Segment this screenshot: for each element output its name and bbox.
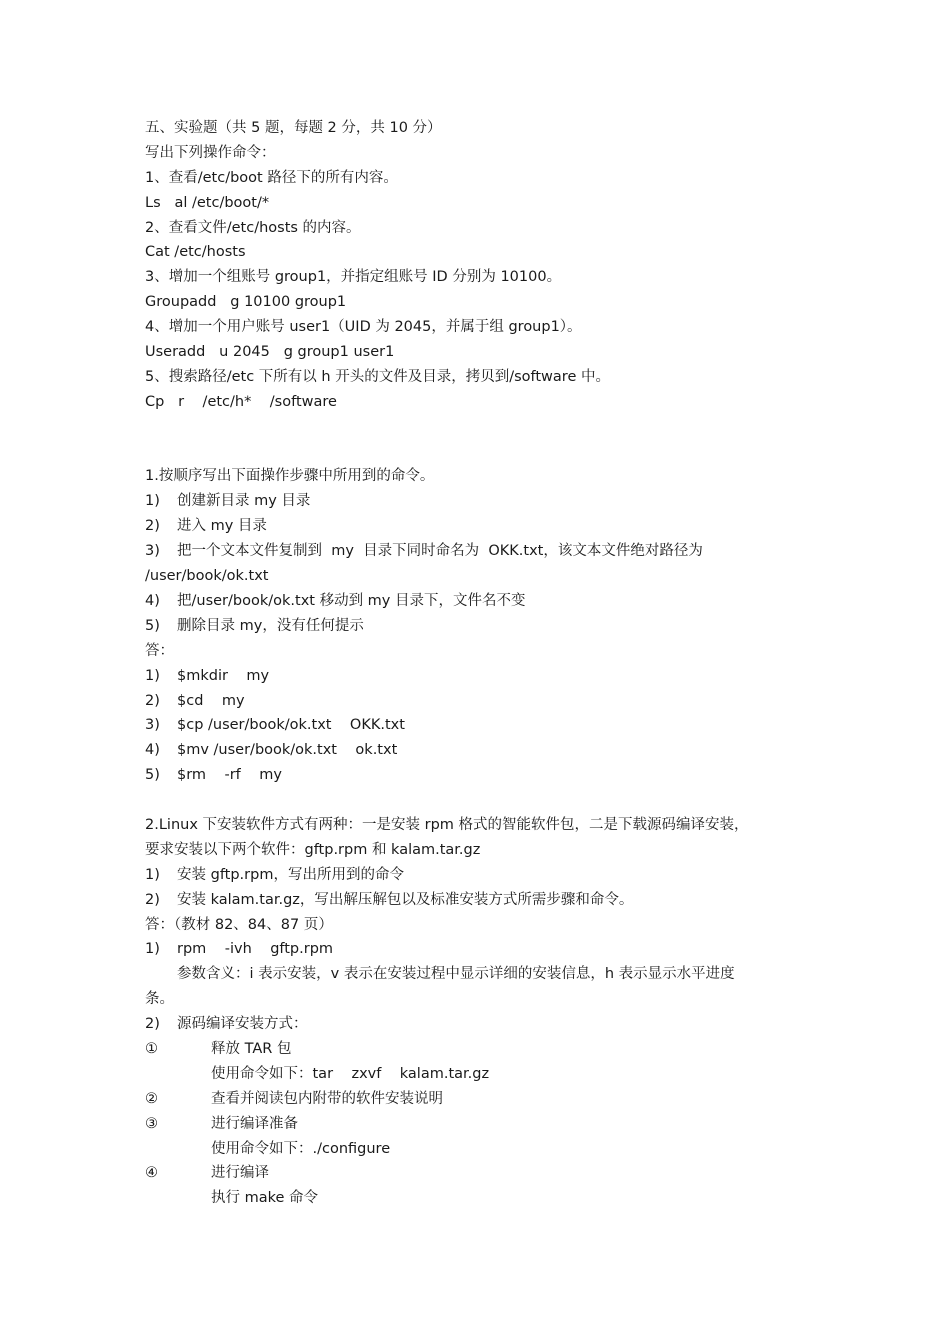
spacer (145, 788, 810, 813)
answer-command: $cd my (177, 692, 245, 709)
answer-number: 4) (145, 742, 160, 759)
part1-step (145, 514, 810, 539)
answer-4: Useradd u 2045 g group1 user1 (145, 344, 395, 361)
step-number: 3) (145, 543, 160, 560)
step-text: 删除目录 my，没有任何提示 (177, 617, 364, 634)
step-text: 进行编译准备 (211, 1115, 298, 1132)
step-marker: ① (145, 1040, 158, 1057)
step-text: 把一个文本文件复制到 my 目录下同时命名为 OKK.txt，该文本文件绝对路径为 (177, 543, 703, 560)
part2-answer-label: 答：（教材 82、84、87 页） (145, 916, 333, 933)
answer-number: 1) (145, 667, 160, 684)
question-4: 4、增加一个用户账号 user1（UID 为 2045，并属于组 group1）。 (145, 319, 582, 336)
step-text: 把/user/book/ok.txt 移动到 my 目录下，文件名不变 (177, 592, 526, 609)
step-text: 查看并阅读包内附带的软件安装说明 (211, 1090, 443, 1107)
step-number: 2) (145, 518, 160, 535)
part2-answer-2 (145, 1012, 810, 1037)
part1-answer (145, 664, 810, 689)
source-step (145, 1087, 810, 1112)
question-3: 3、增加一个组账号 group1，并指定组账号 ID 分别为 10100。 (145, 269, 562, 286)
step-marker: ③ (145, 1115, 158, 1132)
part1-step (145, 539, 810, 564)
part1-step (145, 589, 810, 614)
step-number: 5) (145, 617, 160, 634)
part1-answer (145, 713, 810, 738)
answer-3: Groupadd g 10100 group1 (145, 294, 347, 311)
requirement-number: 1) (145, 866, 160, 883)
step-number: 4) (145, 592, 160, 609)
part2-title: 2.Linux 下安装软件方式有两种：一是安装 rpm 格式的智能软件包，二是下载源码编译安装， (145, 816, 749, 833)
answer-2: Cat /etc/hosts (145, 244, 246, 261)
part2-requirement (145, 888, 810, 913)
part1-step (145, 614, 810, 639)
part1-answer (145, 763, 810, 788)
answer-number: 2) (145, 692, 160, 709)
part2-answer-1 (145, 937, 810, 962)
section-intro: 写出下列操作命令： (145, 144, 276, 161)
step-marker: ② (145, 1090, 158, 1107)
param-explanation: 参数含义：i 表示安装，v 表示在安装过程中显示详细的安装信息，h 表示显示水平进度 (177, 966, 735, 983)
requirement-text: 安装 gftp.rpm，写出所用到的命令 (177, 866, 404, 883)
part1-answer (145, 689, 810, 714)
answer-number: 5) (145, 767, 160, 784)
requirement-number: 2) (145, 891, 160, 908)
answer-number: 3) (145, 717, 160, 734)
answer-command: rpm -ivh gftp.rpm (177, 941, 334, 958)
step-number: 1) (145, 493, 160, 510)
part1-step (145, 489, 810, 514)
answer-5: Cp r /etc/h* /software (145, 393, 337, 410)
step-text: 进行编译 (211, 1165, 269, 1182)
answer-command: $mkdir my (177, 667, 270, 684)
step-text: 进入 my 目录 (177, 518, 267, 535)
part2-title-cont: 要求安装以下两个软件：gftp.rpm 和 kalam.tar.gz (145, 841, 481, 858)
part1-title: 1.按顺序写出下面操作步骤中所用到的命令。 (145, 468, 435, 485)
part1-answer-label: 答： (145, 642, 174, 659)
question-1: 1、查看/etc/boot 路径下的所有内容。 (145, 169, 398, 186)
step-marker: ④ (145, 1165, 158, 1182)
answer-1: Ls al /etc/boot/* (145, 194, 270, 211)
answer-command: $mv /user/book/ok.txt ok.txt (177, 742, 398, 759)
answer-command: $cp /user/book/ok.txt OKK.txt (177, 717, 405, 734)
spacer (145, 415, 810, 465)
answer-command: $rm -rf my (177, 767, 282, 784)
part1-step-continuation: /user/book/ok.txt (145, 568, 269, 585)
question-2: 2、查看文件/etc/hosts 的内容。 (145, 219, 361, 236)
part2-requirement (145, 863, 810, 888)
section-title: 五、实验题（共 5 题，每题 2 分，共 10 分） (145, 120, 442, 136)
answer-text: 源码编译安装方式： (177, 1016, 308, 1033)
step-text: 创建新目录 my 目录 (177, 493, 311, 510)
requirement-text: 安装 kalam.tar.gz，写出解压解包以及标准安装方式所需步骤和命令。 (177, 891, 634, 908)
answer-number: 1) (145, 941, 160, 958)
part1-answer (145, 738, 810, 763)
source-step (145, 1037, 810, 1062)
source-step (145, 1161, 810, 1186)
source-step-command: 执行 make 命令 (211, 1190, 319, 1207)
source-step (145, 1112, 810, 1137)
question-5: 5、搜索路径/etc 下所有以 h 开头的文件及目录，拷贝到/software 中。 (145, 368, 610, 385)
document-body (145, 116, 810, 1211)
source-step-command: 使用命令如下：./configure (211, 1140, 391, 1157)
param-explanation-cont: 条。 (145, 991, 174, 1008)
source-step-command: 使用命令如下：tar zxvf kalam.tar.gz (211, 1065, 490, 1082)
step-text: 释放 TAR 包 (211, 1040, 292, 1057)
answer-number: 2) (145, 1016, 160, 1033)
